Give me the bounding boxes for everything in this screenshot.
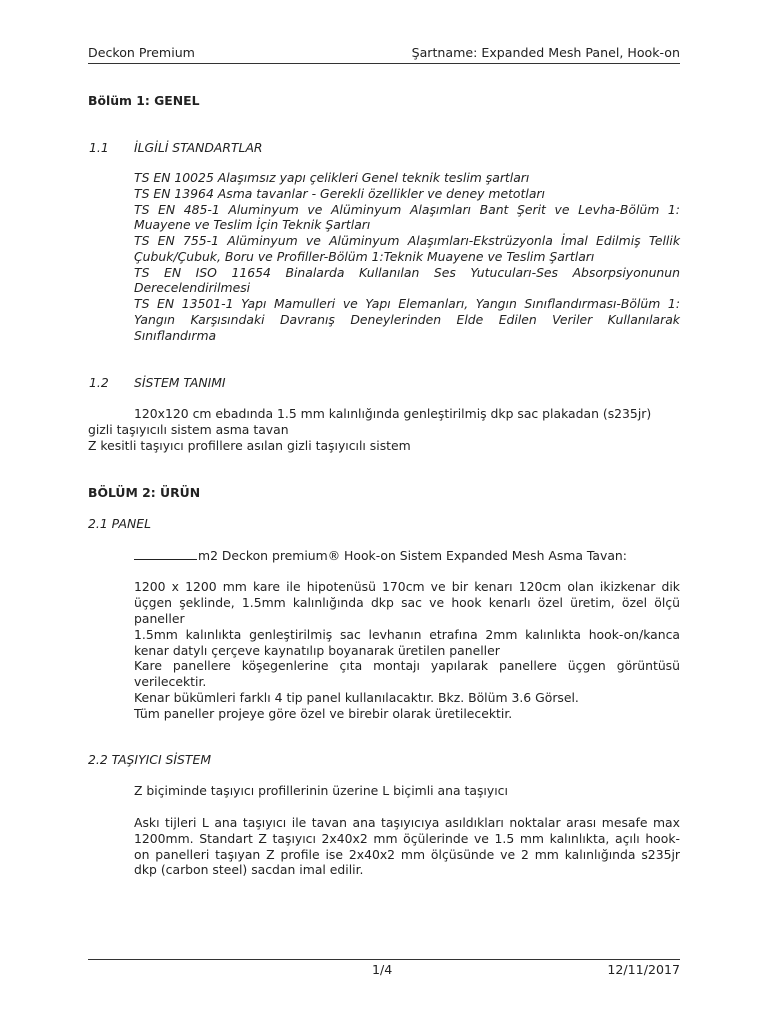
s1-2-title: SİSTEM TANIMI	[134, 375, 226, 390]
panel-intro	[134, 547, 627, 563]
s2-2-title: 2.2 TAŞIYICI SİSTEM	[88, 752, 212, 767]
panel-line: üçgen şeklinde, 1.5mm kalınlığında dkp sac ve hook kenarlı özel üretim, özel ölçü	[134, 595, 680, 610]
support-detail-line: on panelleri taşıyan Z profile ise 2x40x2 mm ölçüsünde ve 2 mm kalınlığında s235jr	[134, 847, 680, 862]
panel-line: Kare panellere köşegenlerine çıta montajı yapılarak panellere üçgen görüntüsü	[134, 658, 680, 673]
panel-line: Kenar bükümleri farklı 4 tip panel kullanılacaktır. Bkz. Bölüm 3.6 Görsel.	[134, 690, 579, 705]
standard-line: TS EN 10025 Alaşımsız yapı çelikleri Genel teknik teslim şartları	[134, 170, 530, 185]
panel-line: 1200 x 1200 mm kare ile hipotenüsü 170cm ve bir kenarı 120cm olan ikizkenar dik	[134, 579, 680, 594]
quantity-blank	[134, 547, 197, 560]
support-detail-line: dkp (carbon steel) sacdan imal edilir.	[134, 862, 364, 877]
standard-line: Derecelendirilmesi	[134, 280, 251, 295]
section-2-title: BÖLÜM 2: ÜRÜN	[88, 485, 201, 500]
page-header	[88, 45, 680, 64]
standard-line: Çubuk/Çubuk, Boru ve Profiller-Bölüm 1:Teknik Muayene ve Teslim Şartları	[134, 249, 595, 264]
standard-line: TS EN 13964 Asma tavanlar - Gerekli özellikler ve deney metotları	[134, 186, 545, 201]
footer-date: 12/11/2017	[607, 962, 680, 977]
standard-line: TS EN 755-1 Alüminyum ve Alüminyum Alaşımları-Ekstrüzyonla İmal Edilmiş Tellik	[134, 233, 680, 248]
standard-line: Muayene ve Teslim İçin Teknik Şartları	[134, 217, 371, 232]
s2-1-title: 2.1 PANEL	[88, 516, 151, 531]
header-left: Deckon Premium	[88, 45, 195, 60]
panel-line: paneller	[134, 611, 185, 626]
panel-line: kenar datylı çerçeve kaynatılıp boyanarak üretilen paneller	[134, 643, 500, 658]
support-detail-line: Askı tijleri L ana taşıyıcı ile tavan ana taşıyıcıya asıldıkları noktalar arası mesafe max	[134, 815, 680, 830]
page-number: 1/4	[372, 962, 393, 977]
panel-line: Tüm paneller projeye göre özel ve birebir olarak üretilecektir.	[134, 706, 513, 721]
s1-1-title: İLGİLİ STANDARTLAR	[134, 140, 263, 155]
s1-2-number: 1.2	[89, 375, 109, 390]
panel-line: verilecektir.	[134, 674, 207, 689]
panel-intro-text: m2 Deckon premium® Hook-on Sistem Expanded Mesh Asma Tavan:	[198, 548, 627, 563]
standard-line: Yangın Karşısındaki Davranış Deneylerinden Elde Edilen Veriler Kullanılarak	[134, 312, 680, 327]
section-1-title: Bölüm 1: GENEL	[88, 93, 200, 108]
support-line: Z biçiminde taşıyıcı profillerinin üzerine L biçimli ana taşıyıcı	[134, 783, 508, 798]
standard-line: TS EN 13501-1 Yapı Mamulleri ve Yapı Elemanları, Yangın Sınıflandırması-Bölüm 1:	[134, 296, 680, 311]
standard-line: TS EN 485-1 Aluminyum ve Alüminyum Alaşımları Bant Şerit ve Levha-Bölüm 1:	[134, 202, 680, 217]
standard-line: Sınıflandırma	[134, 328, 217, 343]
footer-divider	[88, 959, 680, 960]
header-right: Şartname: Expanded Mesh Panel, Hook-on	[411, 45, 680, 60]
standard-line: TS EN ISO 11654 Binalarda Kullanılan Ses Yutucuları-Ses Absorpsiyonunun	[134, 265, 680, 280]
panel-line: 1.5mm kalınlıkta genleştirilmiş sac levhanın etrafına 2mm kalınlıkta hook-on/kanca	[134, 627, 680, 642]
s1-1-number: 1.1	[89, 140, 109, 155]
system-desc-line: gizli taşıyıcılı sistem asma tavan	[88, 422, 289, 437]
system-desc-line: 120x120 cm ebadında 1.5 mm kalınlığında genleştirilmiş dkp sac plakadan (s235jr)	[134, 406, 652, 421]
system-desc-line: Z kesitli taşıyıcı profillere asılan gizli taşıyıcılı sistem	[88, 438, 411, 453]
support-detail-line: 1200mm. Standart Z taşıyıcı 2x40x2 mm öçülerinde ve 1.5 mm kalınlıkta, açılı hook-	[134, 831, 680, 846]
